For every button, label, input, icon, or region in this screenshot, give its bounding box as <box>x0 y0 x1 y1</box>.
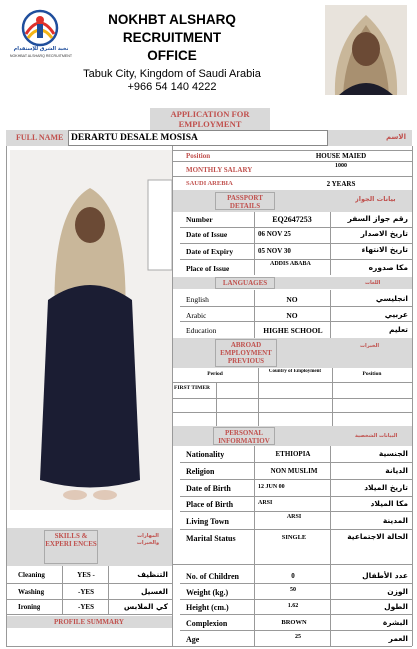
country-label: SAUDI AREBIA <box>186 180 233 187</box>
religion-value: NON MUSLIM <box>270 467 318 475</box>
full-body-photo <box>10 150 172 510</box>
nationality-value: ETHIOPIA <box>275 450 311 458</box>
complexion-value: BROWN <box>281 619 307 626</box>
height-ar: الطول <box>384 602 408 611</box>
skills-title: SKILLS & EXPERI ENCES <box>44 530 98 564</box>
marital-label: Marital Status <box>186 534 236 543</box>
living-town-ar: المدينة <box>382 516 408 525</box>
company-logo <box>14 8 66 60</box>
education-label: Education <box>186 326 217 335</box>
position-value: HOUSE MAIED <box>315 152 367 160</box>
passport-title-ar: بيانات الجواز <box>355 195 396 203</box>
ironing-value: -YES <box>78 603 94 611</box>
salary-label: MONTHLY SALARY <box>186 166 253 174</box>
arabic-ar: عربيي <box>384 310 408 319</box>
washing-ar: الغسيل <box>140 587 168 596</box>
place-issue-ar: مكا صدوره <box>368 263 408 272</box>
living-town-label: Living Town <box>186 517 229 526</box>
age-ar: العمر <box>388 634 408 643</box>
logo-subtext: NOKHBAT ALSHARQ RECRUITMENT <box>9 54 73 58</box>
portrait-photo <box>325 5 407 95</box>
height-label: Height (cm.) <box>186 603 229 612</box>
issue-date-value: 06 NOV 25 <box>258 230 291 238</box>
company-address: Tabuk City, Kingdom of Saudi Arabia <box>83 68 261 80</box>
issue-date-label: Date of Issue <box>186 230 228 239</box>
expiry-date-value: 05 NOV 30 <box>258 247 291 255</box>
duration-value: 2 YEARS <box>326 180 356 188</box>
ironing-ar: كي الملابس <box>123 602 168 611</box>
abroad-title-ar: الخبرات <box>360 343 380 349</box>
dob-label: Date of Birth <box>186 484 231 493</box>
cleaning-value: YES - <box>77 571 95 579</box>
passport-number-ar: رقم جواز السفر <box>347 214 408 223</box>
arabic-label: Arabic <box>186 311 207 320</box>
profile-summary-title: PROFILE SUMMARY <box>6 616 172 628</box>
full-name-label: FULL NAME <box>16 133 64 142</box>
weight-value: 50 <box>290 587 296 593</box>
col-period: Period <box>207 371 223 377</box>
education-value: HIGHE SCHOOL <box>263 326 323 335</box>
education-ar: تعليم <box>388 325 408 334</box>
passport-title: PASSPORT DETAILS <box>215 192 275 210</box>
marital-value: SINGLE <box>281 534 307 541</box>
expiry-date-ar: تاريخ الانتهاء <box>361 245 408 254</box>
position-label: Position <box>186 152 211 160</box>
complexion-label: Complexion <box>186 619 228 628</box>
abroad-title: ABROAD EMPLOYMENT PREVIOUS <box>215 339 277 367</box>
arabic-value: NO <box>286 311 298 320</box>
personal-title: PERSONAL INFORMATIOV <box>213 427 275 445</box>
passport-number-value: EQ2647253 <box>272 215 312 224</box>
weight-label: Weight (kg.) <box>186 588 229 597</box>
place-issue-label: Place of Issue <box>186 264 230 273</box>
english-value: NO <box>286 295 298 304</box>
age-value: 25 <box>295 634 301 640</box>
application-title: APPLICATION FOR EMPLOYMENT <box>150 108 270 130</box>
company-name-line3: OFFICE <box>147 48 197 63</box>
logo-text: نخبة الشرق للإستقدام <box>13 46 69 52</box>
cleaning-ar: التنظيف <box>137 570 168 579</box>
company-name-line1: NOKHBT ALSHARQ <box>108 12 236 27</box>
dob-ar: تاريخ الميلاد <box>364 483 408 492</box>
issue-date-ar: تاريخ الاصدار <box>360 229 408 238</box>
col-position: Position <box>362 371 382 377</box>
personal-title-ar: البيانات الشخصية <box>355 433 398 439</box>
pob-ar: مكا الميلاد <box>370 499 408 508</box>
col-country: Country of Employment <box>268 369 322 374</box>
cleaning-label: Cleaning <box>18 571 45 579</box>
company-name-line2: RECRUITMENT <box>122 30 222 45</box>
salary-value: 1000 <box>335 163 347 169</box>
religion-label: Religion <box>186 467 215 476</box>
religion-ar: الديانة <box>385 466 408 475</box>
pob-value: ARSI <box>258 500 273 506</box>
name-label-ar: الاسم <box>386 133 406 141</box>
full-name-value: DERARTU DESALE MOSISA <box>68 130 328 146</box>
washing-label: Washing <box>18 588 45 596</box>
pob-label: Place of Birth <box>186 500 234 509</box>
place-issue-value: ADDIS ABABA <box>270 261 311 267</box>
children-value: 0 <box>291 572 295 580</box>
height-value: 1.62 <box>287 603 299 609</box>
children-ar: عدد الأطفال <box>362 571 408 580</box>
passport-number-label: Number <box>186 215 213 224</box>
living-town-value: ARSI <box>286 514 302 520</box>
age-label: Age <box>186 635 200 644</box>
children-label: No. of Children <box>186 572 239 581</box>
first-timer: FIRST TIMER <box>174 385 211 391</box>
dob-value: 12 JUN 00 <box>258 484 285 490</box>
languages-title-ar: اللغات <box>365 280 381 286</box>
languages-title: LANGUAGES <box>215 277 275 289</box>
washing-value: -YES <box>78 588 94 596</box>
complexion-ar: البشرة <box>382 618 408 627</box>
expiry-date-label: Date of Expiry <box>186 247 234 256</box>
english-ar: انجليسي <box>375 294 408 303</box>
skills-title-ar: المهارات والخبرات <box>136 533 160 546</box>
weight-ar: الوزن <box>387 587 408 596</box>
ironing-label: Ironing <box>18 603 41 611</box>
marital-ar: الحالة الاجتماعية <box>347 532 408 541</box>
nationality-ar: الجنسية <box>378 449 408 458</box>
english-label: English <box>186 295 209 304</box>
company-phone: +966 54 140 4222 <box>127 81 217 93</box>
nationality-label: Nationality <box>186 450 225 459</box>
